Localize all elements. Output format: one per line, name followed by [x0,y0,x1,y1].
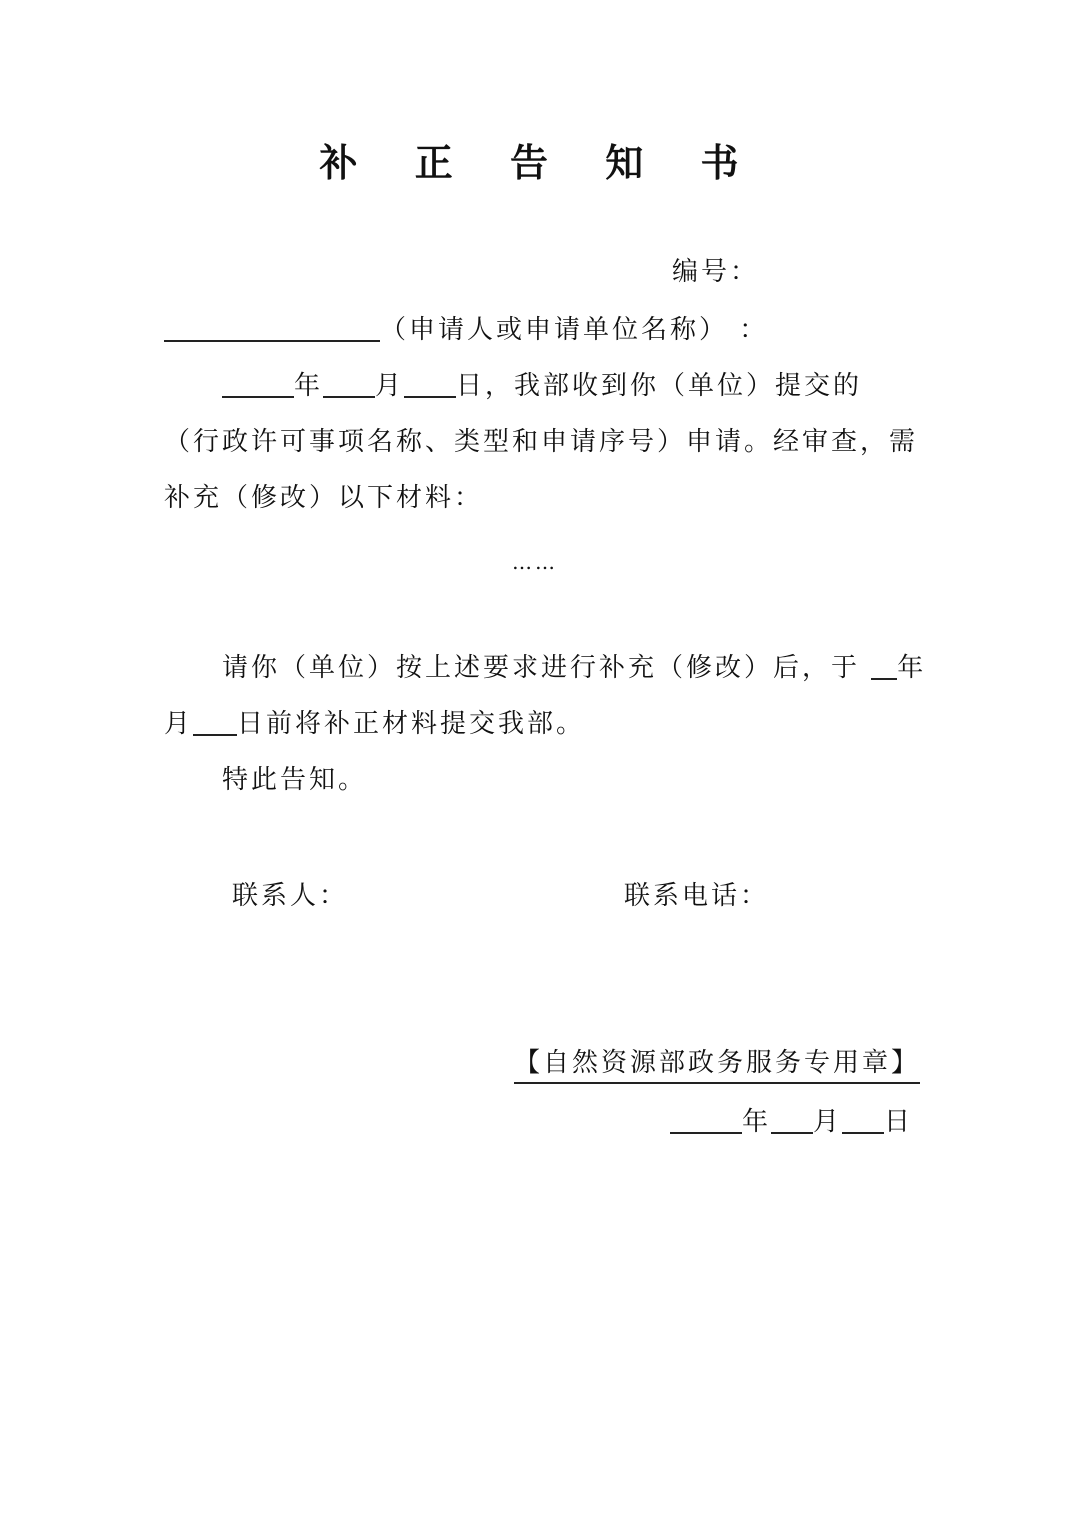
number-label: 编号： [672,257,760,287]
issue-day-label: 日 [884,1107,914,1137]
closing: 特此告知。 [222,765,368,795]
addressee-suffix: （申请人或申请单位名称） ： [380,315,769,345]
para1-line2: （行政许可事项名称、类型和申请序号）申请。经审查，需 [164,427,919,457]
official-seal: 【自然资源部政务服务专用章】 [514,1046,920,1084]
para1-text: 日，我部收到你（单位）提交的 [456,371,863,401]
para2-line1 [222,640,926,696]
contact-person-label: 联系人： [232,881,349,911]
deadline-year-blank [871,648,897,680]
month-label: 月 [375,371,405,401]
issue-date [670,1094,913,1150]
contact-phone-label: 联系电话： [624,881,770,911]
applicant-name-blank [164,310,380,342]
deadline-year-label: 年 [897,653,927,683]
received-year-blank [222,366,294,398]
materials-ellipsis: …… [512,550,558,574]
issue-day-blank [842,1102,884,1134]
para2-text-2: 日前将补正材料提交我部。 [237,709,586,739]
para1-line3: 补充（修改）以下材料： [164,483,484,513]
received-day-blank [404,366,456,398]
para2-text: 请你（单位）按上述要求进行补充（修改）后，于 [222,653,872,683]
document-title: 补 正 告 知 书 [319,141,761,185]
issue-year-blank [670,1102,742,1134]
received-month-blank [323,366,375,398]
para1-line1 [222,358,862,414]
year-label: 年 [294,371,324,401]
deadline-month-label: 月 [164,709,194,739]
issue-month-blank [771,1102,813,1134]
deadline-day-blank [193,704,237,736]
para2-line2 [164,696,585,752]
addressee-line [164,302,768,358]
issue-month-label: 月 [813,1107,843,1137]
issue-year-label: 年 [742,1107,772,1137]
